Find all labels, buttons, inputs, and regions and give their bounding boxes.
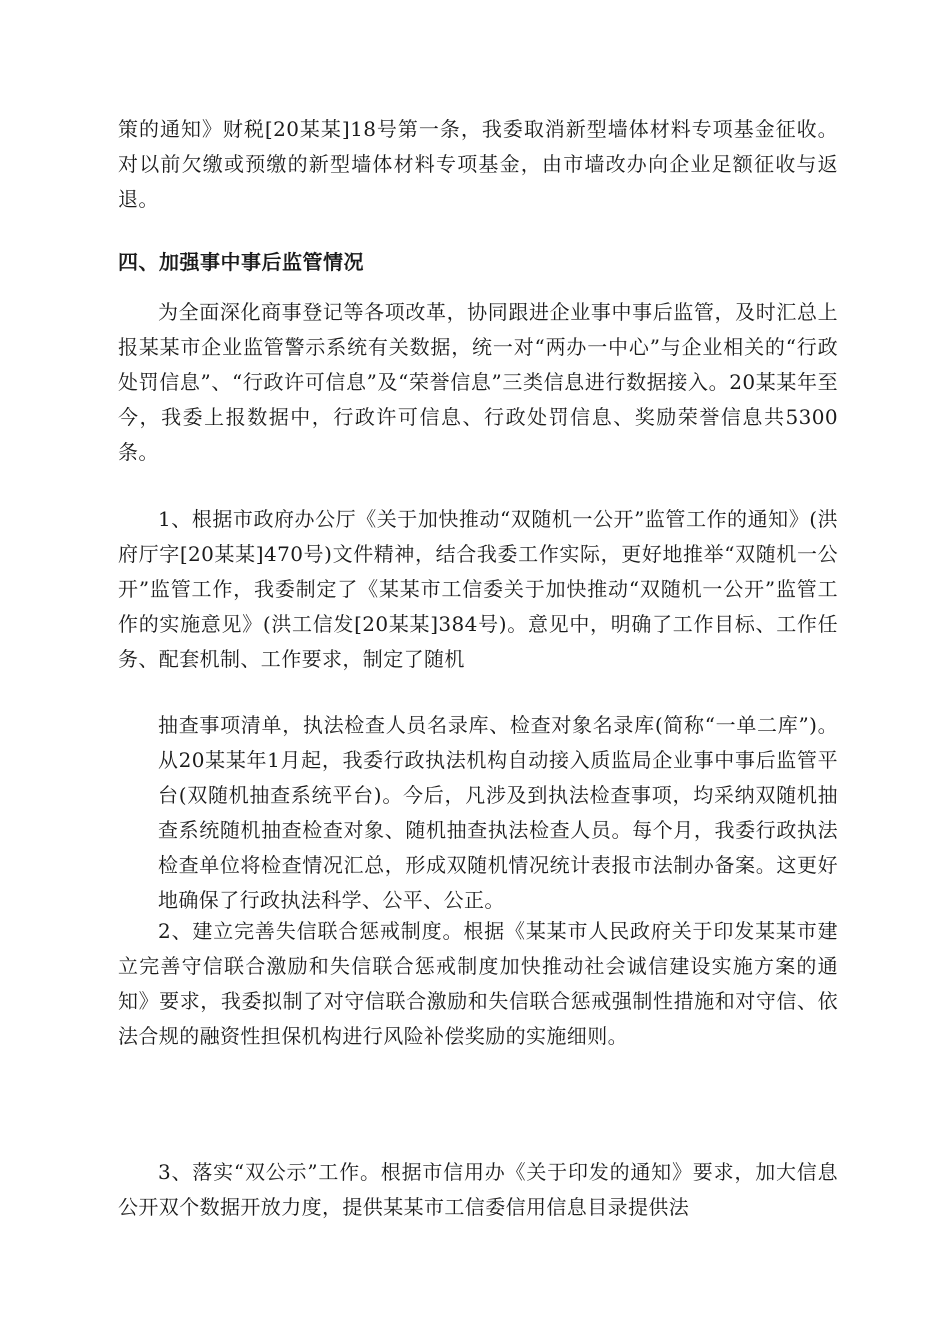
paragraph-supervision-intro: 为全面深化商事登记等各项改革，协同跟进企业事中事后监管，及时汇总上报某某市企业监管警示系统有关数据，统一对“两办一中心”与企业相关的“行政处罚信息”、“行政许可信息”及“荣誉信息”三类信息进行数据接入。20某某年至今，我委上报数据中，行政许可信息、行政处罚信息、奖励荣誉信息共5300条。	[118, 300, 838, 464]
paragraph-item-2: 2、建立完善失信联合惩戒制度。根据《某某市人民政府关于印发某某市建立完善守信联合激励和失信联合惩戒制度加快推动社会诚信建设实施方案的通知》要求，我委拟制了对守信联合激励和失信联合惩戒强制性措施和对守信、依法合规的融资性担保机构进行风险补偿奖励的实施细则。	[118, 919, 838, 1048]
paragraph-item-3: 3、落实“双公示”工作。根据市信用办《关于印发的通知》要求，加大信息公开双个数据开放力度，提供某某市工信委信用信息目录提供法	[118, 1160, 838, 1219]
paragraph-item-1-continued: 抽查事项清单，执法检查人员名录库、检查对象名录库(简称“一单二库”)。从20某某年1月起，我委行政执法机构自动接入质监局企业事中事后监管平台(双随机抽查系统平台)。今后，凡涉及到执法检查事项，均采纳双随机抽查系统随机抽查检查对象、随机抽查执法检查人员。每个月，我委行政执法检查单位将检查情况汇总，形成双随机情况统计表报市法制办备案。这更好地确保了行政执法科学、公平、公正。	[158, 713, 838, 912]
section-heading-supervision: 四、加强事中事后监管情况	[118, 250, 364, 274]
paragraph-fund-cancellation: 策的通知》财税[20某某]18号第一条，我委取消新型墙体材料专项基金征收。对以前欠缴或预缴的新型墙体材料专项基金，由市墙改办向企业足额征收与返退。	[118, 117, 838, 211]
paragraph-item-1: 1、根据市政府办公厅《关于加快推动“双随机一公开”监管工作的通知》(洪府厅字[20某某]470号)文件精神，结合我委工作实际，更好地推举“双随机一公开”监管工作，我委制定了《某某市工信委关于加快推动“双随机一公开”监管工作的实施意见》(洪工信发[20某某]384号)。意见中，明确了工作目标、工作任务、配套机制、工作要求，制定了随机	[118, 507, 838, 671]
